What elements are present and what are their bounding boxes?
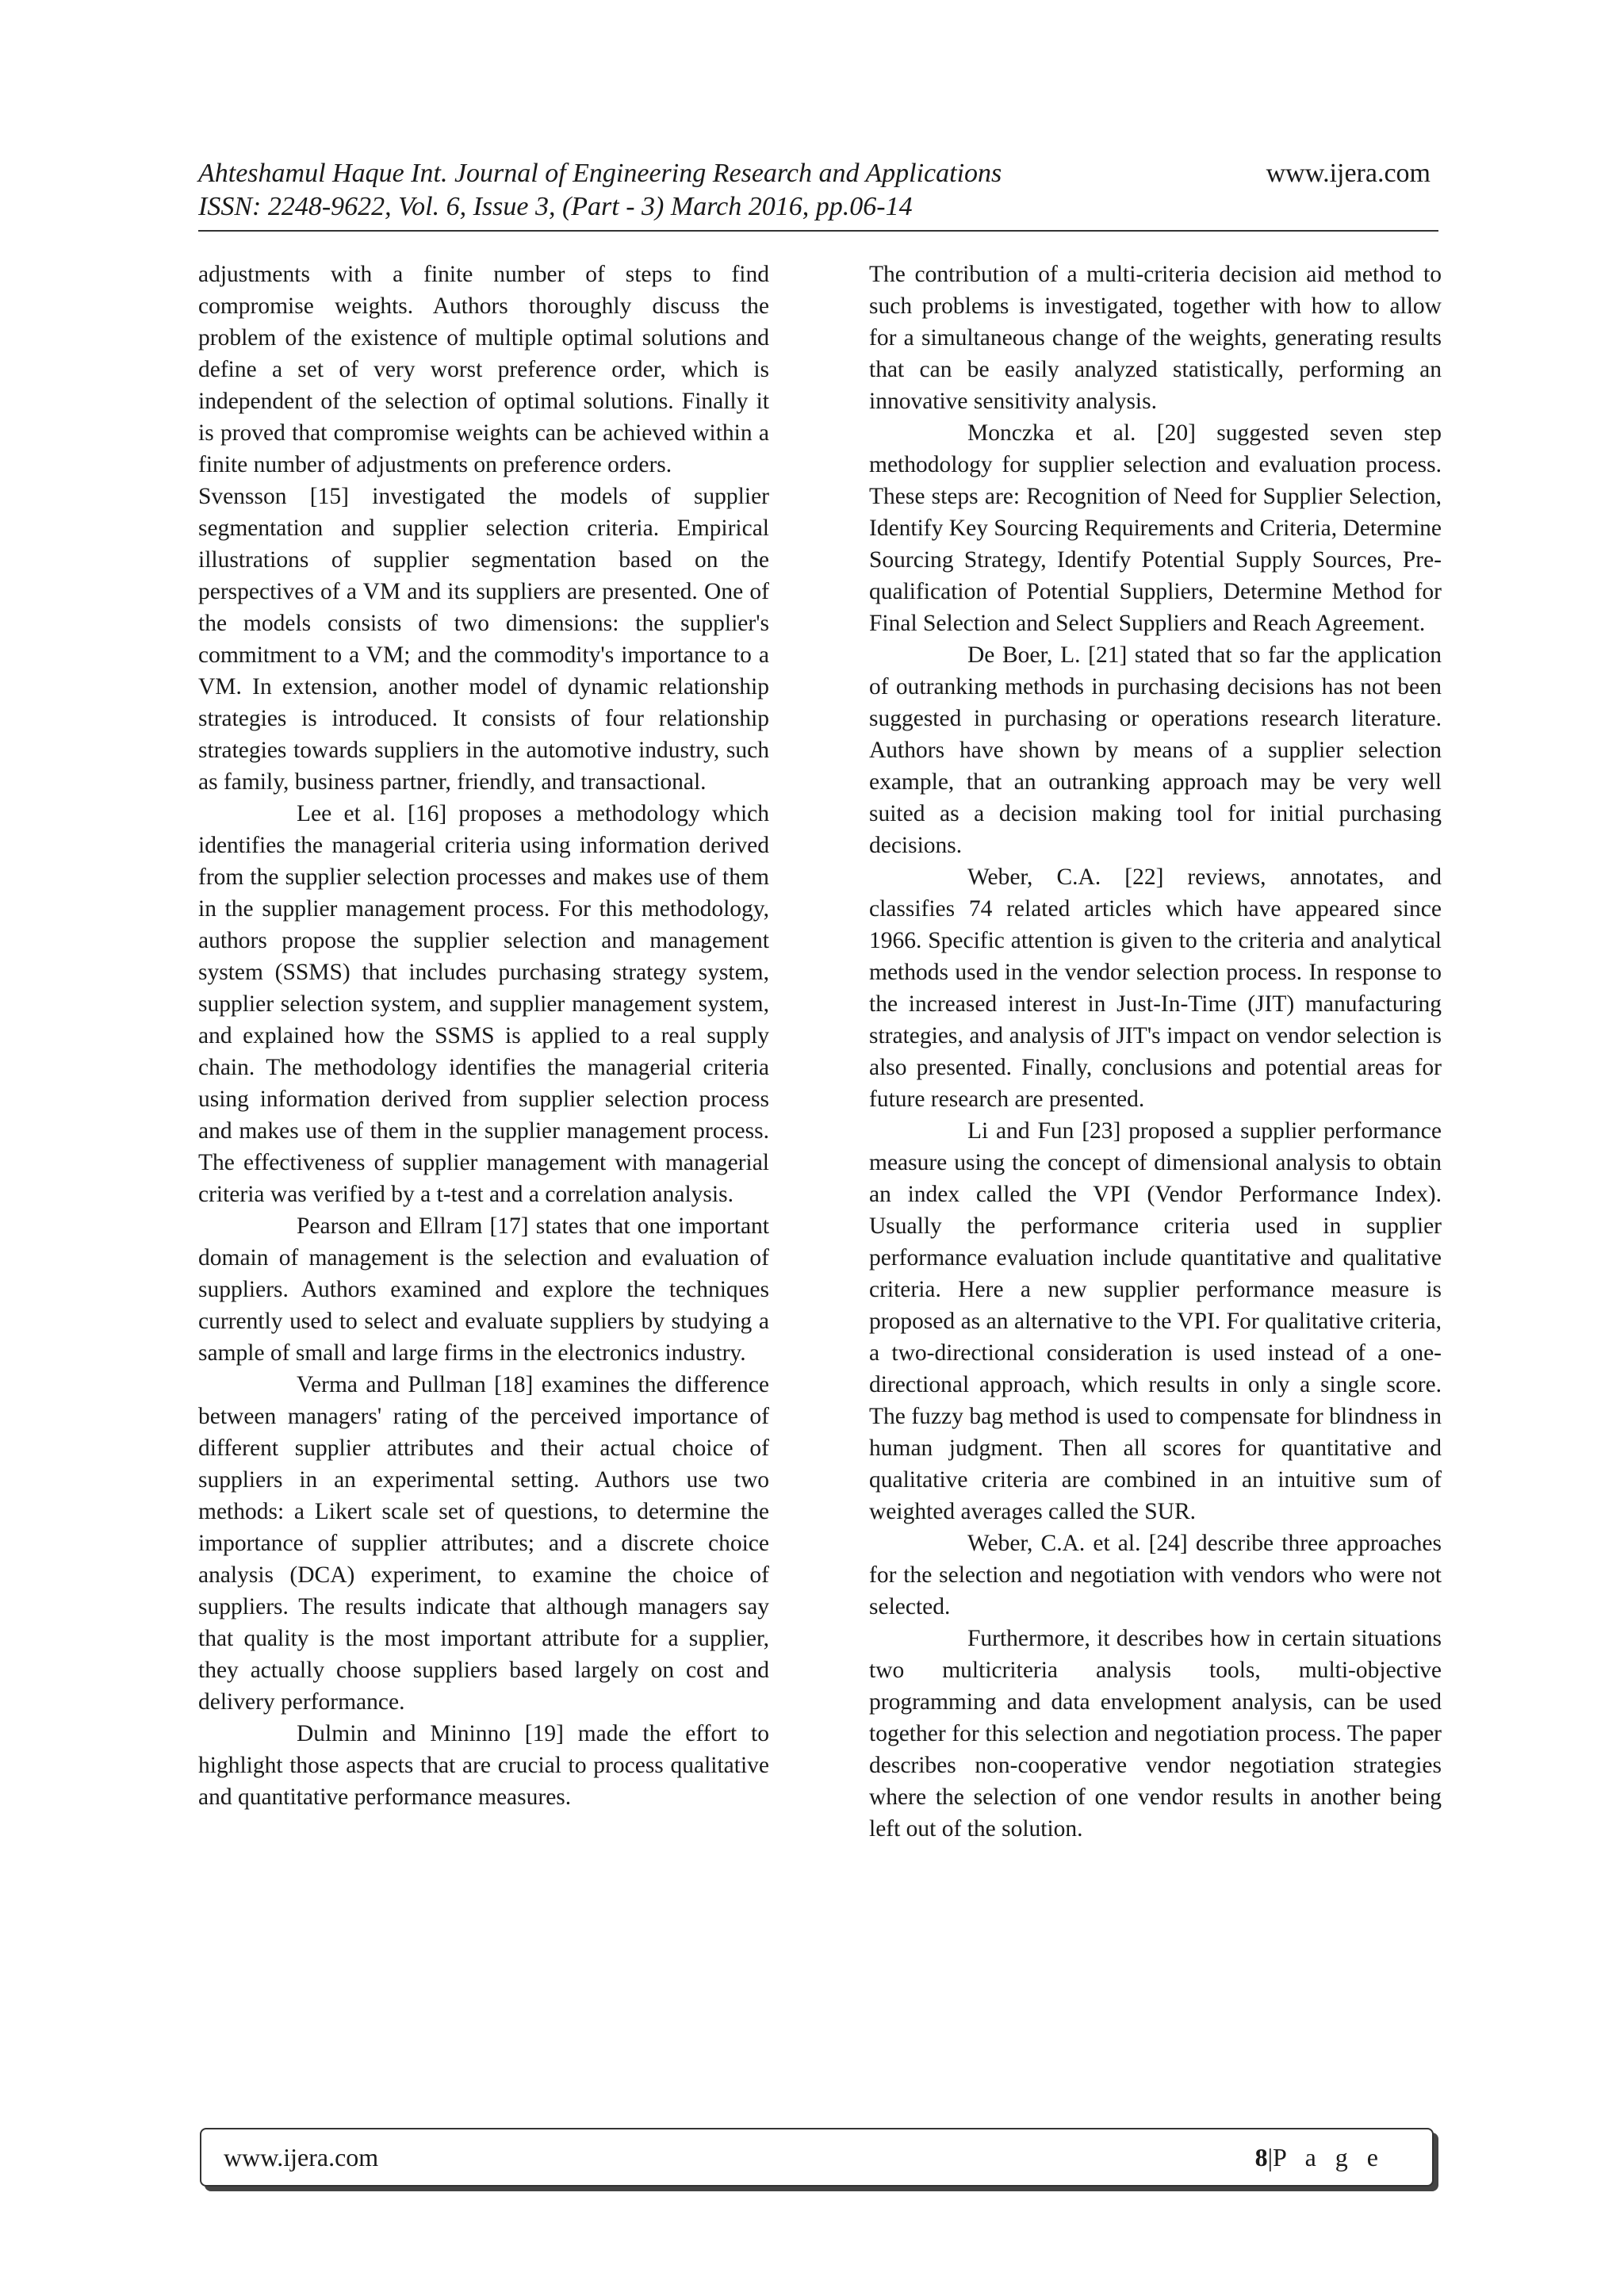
paragraph: Pearson and Ellram [17] states that one important domain of management is the selection and evaluation of suppliers. Authors examined and explore the techniques currently used to select and evaluate suppliers by studying a sample of small and large firms in the electronics industry. [198, 1213, 769, 1366]
paragraph: Svensson [15] investigated the models of supplier segmentation and supplier selection criteria. Empirical illustrations of supplier segmentation based on the perspectives of a VM and its suppliers are presented. One of the models consists of two dimensions: the supplier's commitment to a VM; and the commodity's importance to a VM. In extension, another model of dynamic relationship strategies is introduced. It consists of four relationship strategies towards suppliers in the automotive industry, such as family, business partner, friendly, and transactional. [198, 484, 769, 795]
page-header [198, 152, 1438, 232]
paragraph: Lee et al. [16] proposes a methodology which identifies the managerial criteria using information derived from the supplier selection processes and makes use of them in the supplier management process. For this methodology, authors propose the supplier selection and management system (SSMS) that includes purchasing strategy system, supplier selection system, and supplier management system, and explained how the SSMS is applied to a real supply chain. The methodology identifies the managerial criteria using information derived from supplier selection process and makes use of them in the supplier management process. The effectiveness of supplier management with managerial criteria was verified by a t-test and a correlation analysis. [198, 801, 769, 1207]
paragraph: Dulmin and Mininno [19] made the effort to highlight those aspects that are crucial to process qualitative and quantitative performance measures. [198, 1721, 769, 1810]
header-website-link[interactable]: www.ijera.com [1266, 159, 1431, 188]
paragraph: Monczka et al. [20] suggested seven step methodology for supplier selection and evaluation process. These steps are: Recognition of Need for Supplier Selection, Identify Key Sourcing Requirements and Criteria, Determine Sourcing Strategy, Identify Potential Supply Sources, Pre-qualification of Potential Suppliers, Determine Method for Final Selection and Select Suppliers and Reach Agreement. [869, 420, 1442, 636]
page-number: 8 [1254, 2143, 1268, 2171]
footer-website-link[interactable]: www.ijera.com [224, 2143, 379, 2171]
page-word: P a g e [1272, 2143, 1385, 2171]
paragraph: The contribution of a multi-criteria decision aid method to such problems is investigated, together with how to allow for a simultaneous change of the weights, generating results that can be easily analyzed statistically, performing an innovative sensitivity analysis. [869, 262, 1442, 414]
journal-title: Ahteshamul Haque Int. Journal of Engineering Research and Applications [198, 159, 1002, 188]
issn-line: ISSN: 2248-9622, Vol. 6, Issue 3, (Part - 3) March 2016, pp.06-14 [198, 192, 913, 221]
page-number-label [1255, 2129, 1385, 2185]
paragraph: Weber, C.A. et al. [24] describe three approaches for the selection and negotiation with vendors who were not selected. [869, 1531, 1442, 1619]
page-separator: | [1267, 2143, 1273, 2171]
paragraph: Verma and Pullman [18] examines the difference between managers' rating of the perceived importance of different supplier attributes and their actual choice of suppliers in an experimental setting. Authors use two methods: a Likert scale set of questions, to determine the importance of supplier attributes; and a discrete choice analysis (DCA) experiment, to examine the choice of suppliers. The results indicate that although managers say that quality is the most important attribute for a supplier, they actually choose suppliers based largely on cost and delivery performance. [198, 1372, 769, 1715]
left-column [198, 259, 769, 1813]
paragraph: adjustments with a finite number of steps to find compromise weights. Authors thoroughly discuss the problem of the existence of multiple optimal solutions and define a set of very worst preference order, which is independent of the selection of optimal solutions. Finally it is proved that compromise weights can be achieved within a finite number of adjustments on preference orders. [198, 262, 769, 477]
paragraph: Li and Fun [23] proposed a supplier performance measure using the concept of dimensional analysis to obtain an index called the VPI (Vendor Performance Index). Usually the performance criteria used in supplier performance evaluation include quantitative and qualitative criteria. Here a new supplier performance measure is proposed as an alternative to the VPI. For qualitative criteria, a two-directional consideration is used instead of a one-directional approach, which results in only a single score. The fuzzy bag method is used to compensate for blindness in human judgment. Then all scores for quantitative and qualitative criteria are combined in an intuitive sum of weighted averages called the SUR. [869, 1118, 1442, 1524]
paragraph: Weber, C.A. [22] reviews, annotates, and classifies 74 related articles which have appeared since 1966. Specific attention is given to the criteria and analytical methods used in the vendor selection process. In response to the increased interest in Just-In-Time (JIT) manufacturing strategies, and analysis of JIT's impact on vendor selection is also presented. Finally, conclusions and potential areas for future research are presented. [869, 864, 1442, 1112]
page-footer [200, 2128, 1434, 2187]
paragraph: Furthermore, it describes how in certain situations two multicriteria analysis tools, multi-objective programming and data envelopment analysis, can be used together for this selection and negotiation process. The paper describes non-cooperative vendor negotiation strategies where the selection of one vendor results in another being left out of the solution. [869, 1626, 1442, 1842]
right-column [869, 259, 1442, 1845]
paragraph: De Boer, L. [21] stated that so far the application of outranking methods in purchasing decisions has not been suggested in purchasing or operations research literature. Authors have shown by means of a supplier selection example, that an outranking approach may be very well suited as a decision making tool for initial purchasing decisions. [869, 642, 1442, 858]
